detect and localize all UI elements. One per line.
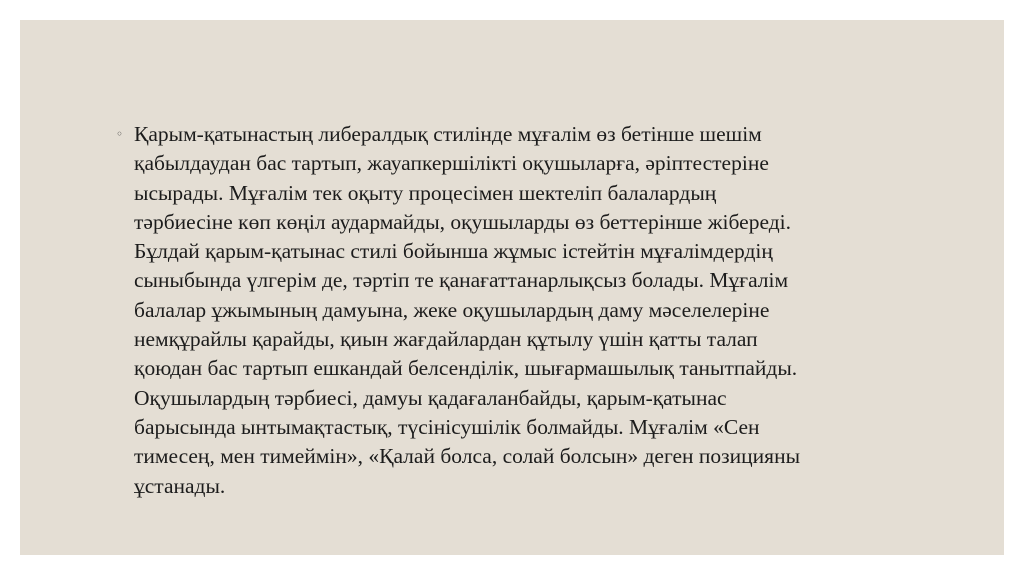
bullet-item <box>116 120 946 501</box>
paragraph-line: тимесең, мен тимеймін», «Қалай болса, солай болсын» деген позицияны <box>134 444 801 469</box>
paragraph-line: Бұлдай қарым-қатынас стилі бойынша жұмыс істейтін мұғалімдердің <box>134 239 773 264</box>
paragraph-line: сыныбында үлгерім де, тәртіп те қанағаттанарлықсыз болады. Мұғалім <box>134 268 789 293</box>
paragraph-line: қоюдан бас тартып ешкандай белсенділік, шығармашылық танытпайды. <box>134 356 798 381</box>
paragraph-line: ұстанады. <box>134 473 226 498</box>
paragraph-line: Оқушылардың тәрбиесі, дамуы қадағаланбайды, қарым-қатынас <box>134 385 727 410</box>
paragraph-line: қабылдаудан бас тартып, жауапкершілікті оқушыларға, әріптестеріне <box>134 151 769 176</box>
paragraph-text <box>134 120 946 501</box>
paragraph-line: тәрбиесіне көп көңіл аудармайды, оқушыларды өз беттерінше жібереді. <box>134 209 792 234</box>
paragraph-line: барысында ынтымақтастық, түсінісушілік болмайды. Мұғалім «Сен <box>134 414 760 439</box>
paragraph-line: ысырады. Мұғалім тек оқыту процесімен шектеліп балалардың <box>134 180 717 205</box>
bullet-list <box>116 120 946 501</box>
paragraph-line: балалар ұжымының дамуына, жеке оқушылардың даму мәселелеріне <box>134 297 770 322</box>
slide <box>20 20 1004 555</box>
paragraph-line: немқұрайлы қарайды, қиын жағдайлардан құтылу үшін қатты талап <box>134 327 758 352</box>
circle-bullet-icon: ◦ <box>116 127 124 141</box>
paragraph-line: Қарым-қатынастың либералдық стилінде мұғалім өз бетінше шешім <box>134 122 762 146</box>
